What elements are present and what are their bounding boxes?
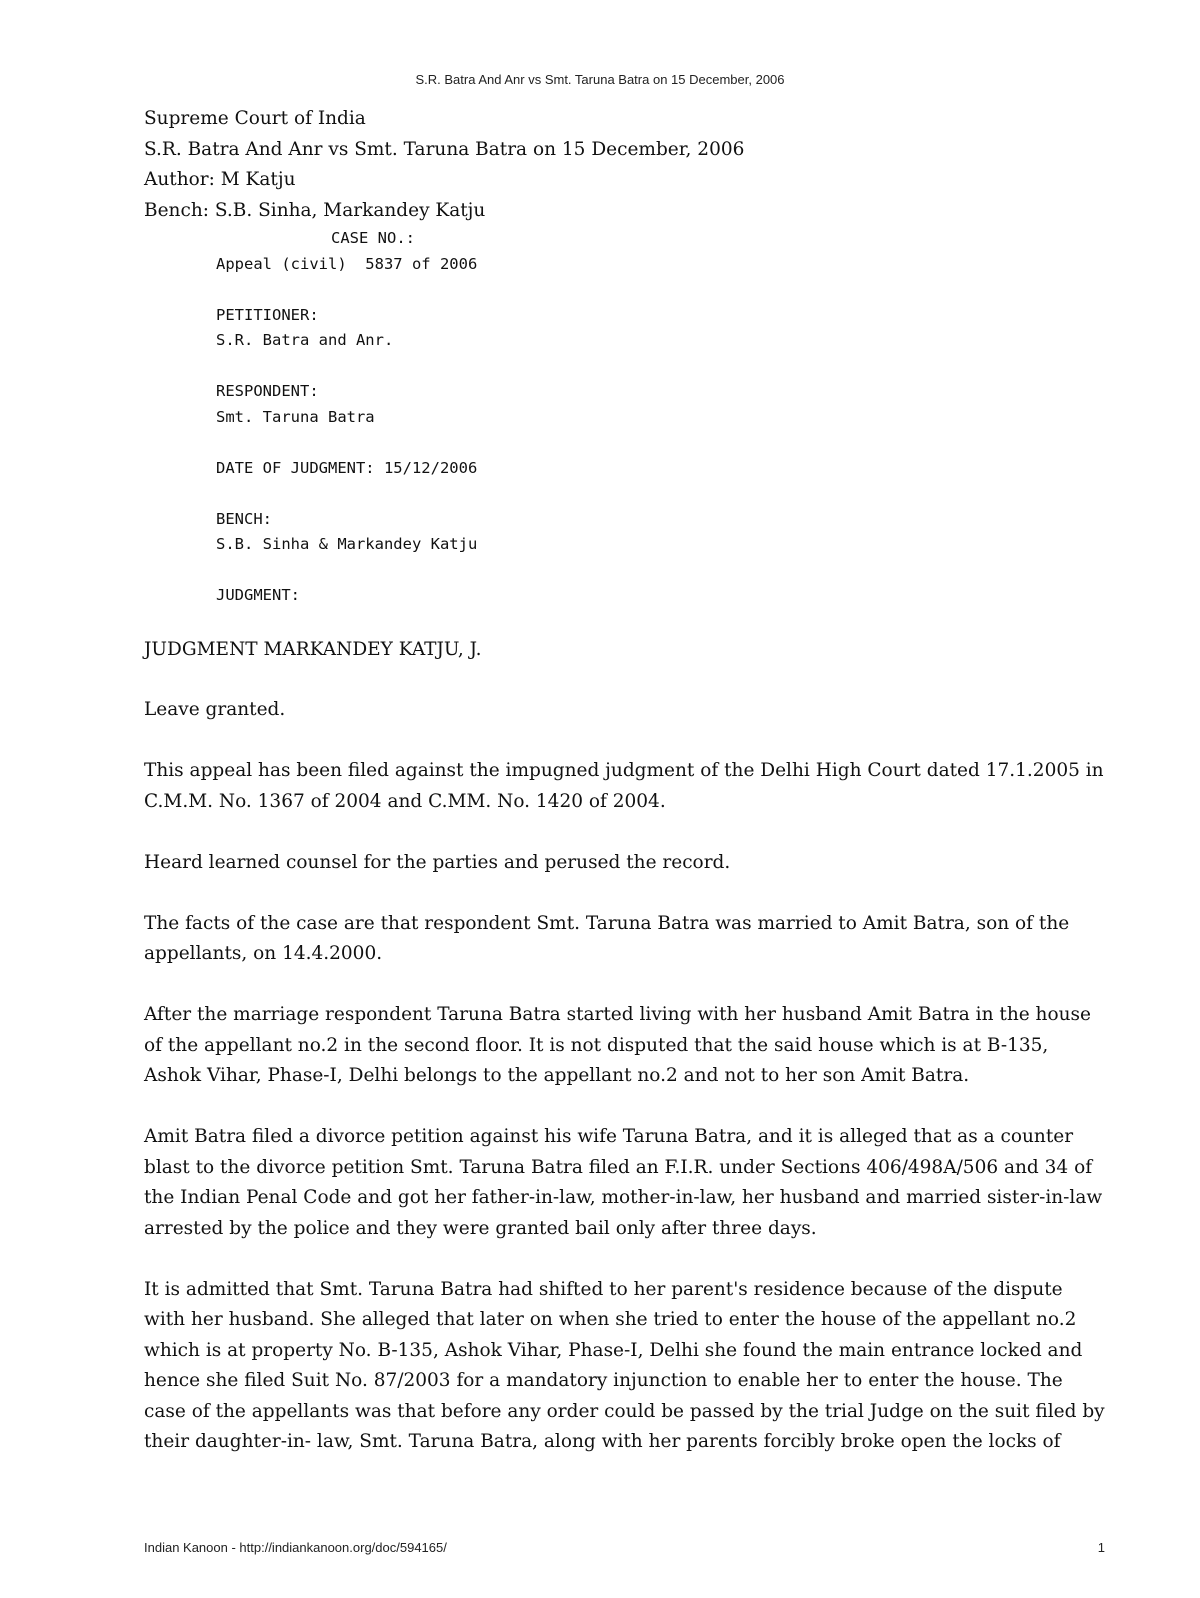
paragraph: Heard learned counsel for the parties and perused the record.	[144, 851, 731, 873]
author-line: Author: M Katju	[144, 169, 296, 190]
case-no-label: CASE NO.:	[331, 229, 415, 247]
paragraph: After the marriage respondent Taruna Batra started living with her husband Amit Batra in the house of the appellant no.2 in the second floor. It is not disputed that the said house which is at B-135, Ashok Vihar, Phase-I, Delhi belongs to the appellant no.2 and not to her son Amit Batra.	[144, 1004, 1091, 1086]
paragraph: Amit Batra filed a divorce petition against his wife Taruna Batra, and it is alleged that as a counter blast to the divorce petition Smt. Taruna Batra filed an F.I.R. under Sections 406/498A/506 and 34 of the Indian Penal Code and got her father-in-law, mother-in-law, her husband and married sister-in-law arrested by the police and they were granted bail only after three days.	[144, 1126, 1103, 1239]
bench-label: BENCH:	[216, 509, 272, 528]
date-of-judgment: DATE OF JUDGMENT: 15/12/2006	[216, 458, 478, 477]
running-header: S.R. Batra And Anr vs Smt. Taruna Batra on 15 December, 2006	[415, 72, 785, 87]
petitioner: S.R. Batra and Anr.	[216, 331, 394, 349]
document-content	[144, 104, 1109, 1458]
respondent: Smt. Taruna Batra	[216, 407, 375, 426]
paragraph: Leave granted.	[144, 699, 286, 720]
court-name: Supreme Court of India	[144, 108, 366, 129]
respondent-label: RESPONDENT:	[216, 382, 319, 400]
page-footer	[144, 1540, 1109, 1555]
petitioner-label: PETITIONER:	[216, 305, 319, 324]
case-no: Appeal (civil) 5837 of 2006	[216, 254, 478, 273]
paragraph: The facts of the case are that respondent Smt. Taruna Batra was married to Amit Batra, son of the appellants, on 14.4.2000.	[144, 912, 1070, 964]
judgment-heading: JUDGMENT MARKANDEY KATJU, J.	[144, 638, 482, 660]
case-details-block	[216, 226, 1109, 609]
case-title: S.R. Batra And Anr vs Smt. Taruna Batra on 15 December, 2006	[144, 138, 745, 160]
source-link[interactable]: Indian Kanoon - http://indiankanoon.org/doc/594165/	[144, 1540, 447, 1555]
bench-line: Bench: S.B. Sinha, Markandey Katju	[144, 199, 486, 221]
paragraph: This appeal has been filed against the impugned judgment of the Delhi High Court dated 17.1.2005 in C.M.M. No. 1367 of 2004 and C.MM. No. 1420 of 2004.	[144, 760, 1104, 812]
judgment-label: JUDGMENT:	[216, 586, 300, 604]
paragraph: It is admitted that Smt. Taruna Batra had shifted to her parent's residence because of the dispute with her husband. She alleged that later on when she tried to enter the house of the appellant no.2 which is at property No. B-135, Ashok Vihar, Phase-I, Delhi she found the main entrance locked and hence she filed Suit No. 87/2003 for a mandatory injunction to enable her to enter the house. The case of the appellants was that before any order could be passed by the trial Judge on the suit filed by their daughter-in- law, Smt. Taruna Batra, along with her parents forcibly broke open the locks of	[144, 1278, 1105, 1452]
page-number: 1	[1097, 1540, 1105, 1555]
bench-judges: S.B. Sinha & Markandey Katju	[216, 535, 478, 553]
